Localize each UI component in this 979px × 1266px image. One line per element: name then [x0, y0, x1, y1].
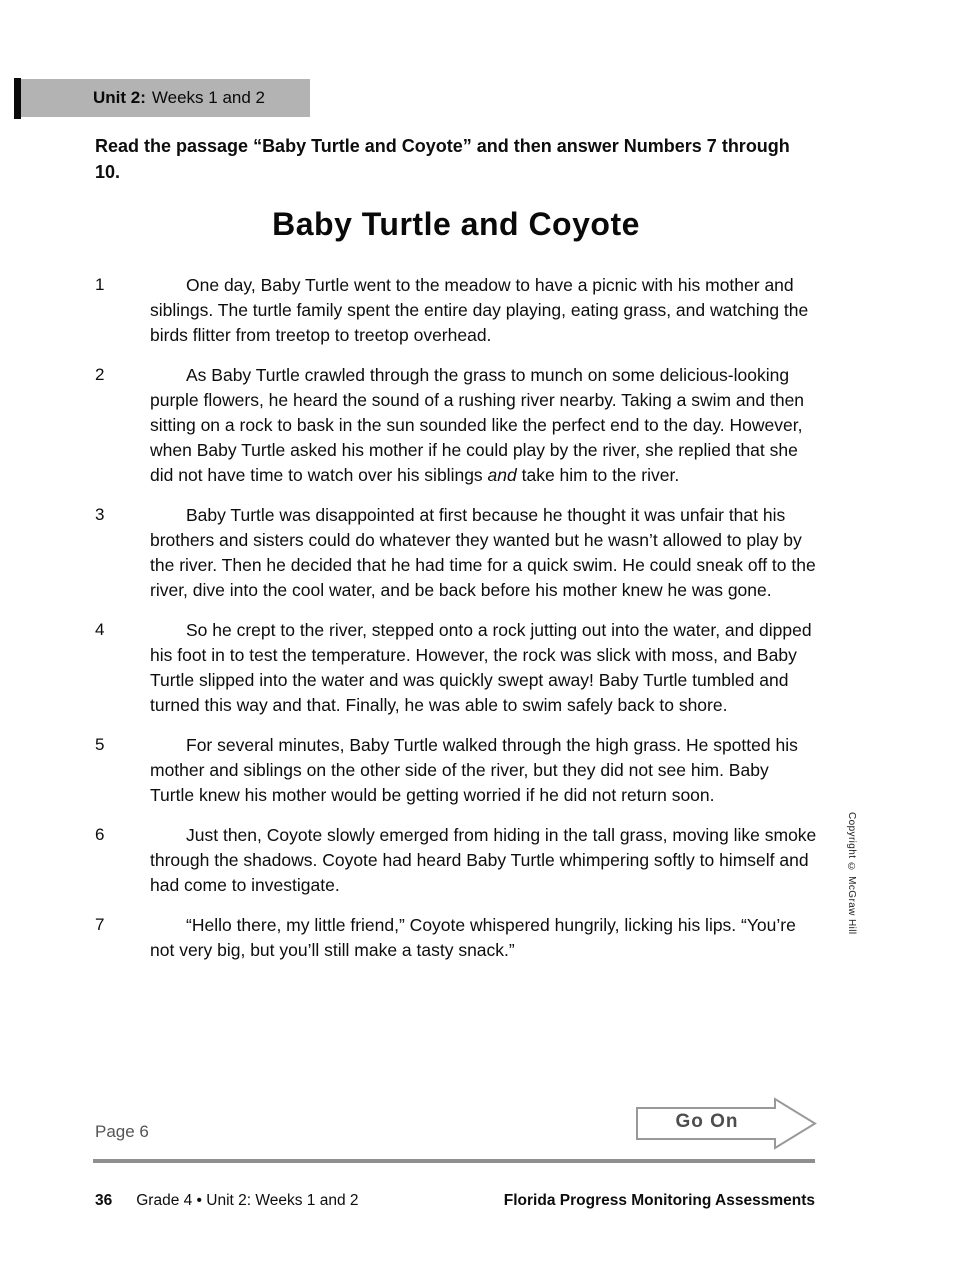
paragraph-text: Baby Turtle was disappointed at first because he thought it was unfair that his brothers and sisters could do whatever they wanted but he wasn’t allowed to play by the river. Then he decided that he had time for a quick swim. He could sneak off to the river, dive into the cool water, and be back before his mother knew he was gone.	[150, 505, 816, 600]
paragraph-text: “Hello there, my little friend,” Coyote whispered hungrily, licking his lips. “You’re not very big, but you’ll still make a tasty snack.”	[150, 915, 796, 960]
page-edge-marker	[14, 78, 21, 119]
passage-paragraph	[95, 363, 817, 488]
unit-label: Unit 2:	[93, 88, 146, 107]
paragraph-number: 3	[95, 505, 105, 524]
passage-paragraph	[95, 733, 817, 808]
copyright-sidebar: Copyright © McGraw Hill	[846, 812, 857, 935]
passage-title: Baby Turtle and Coyote	[272, 206, 640, 242]
paragraph-text: For several minutes, Baby Turtle walked through the high grass. He spotted his mother and siblings on the other side of the river, but they did not see him. Baby Turtle knew his mother would be getting worried if he did not return soon.	[150, 735, 798, 805]
passage-paragraph	[95, 823, 817, 898]
unit-weeks-label: Weeks 1 and 2	[151, 88, 265, 107]
footer-assessment-title: Florida Progress Monitoring Assessments	[503, 1192, 815, 1209]
footer-page-number: 36	[95, 1192, 113, 1209]
passage-paragraph	[95, 913, 817, 963]
paragraph-text: So he crept to the river, stepped onto a rock jutting out into the water, and dipped his foot in to test the temperature. However, the rock was slick with moss, and Baby Turtle slipped into the water and was quickly swept away! Baby Turtle tumbled and turned this way and that. Finally, he was able to swim safely back to shore.	[150, 620, 812, 715]
passage-paragraph	[95, 503, 817, 603]
paragraph-number: 4	[95, 620, 105, 639]
paragraph-number: 2	[95, 365, 105, 384]
passage-paragraphs	[95, 273, 817, 978]
go-on-arrow	[636, 1097, 817, 1150]
paragraph-text: As Baby Turtle crawled through the grass to munch on some delicious-looking purple flowers, he heard the sound of a rushing river nearby. Taking a swim and then sitting on a rock to bask in the sun sounded like the perfect end to the day. However, when Baby Turtle asked his mother if he could play by the river, she replied that she did not have time to watch over his siblings and take him to the river.	[150, 365, 805, 485]
unit-banner	[21, 79, 310, 117]
paragraph-text: One day, Baby Turtle went to the meadow to have a picnic with his mother and siblings. The turtle family spent the entire day playing, eating grass, and watching the birds flitter from treetop to treetop overhead.	[150, 275, 809, 345]
footer	[95, 1192, 815, 1210]
paragraph-number: 1	[95, 275, 105, 294]
passage-directions: Read the passage “Baby Turtle and Coyote” and then answer Numbers 7 through 10.	[95, 136, 790, 182]
footer-grade-info: Grade 4 • Unit 2: Weeks 1 and 2	[136, 1192, 359, 1209]
paragraph-text: Just then, Coyote slowly emerged from hiding in the tall grass, moving like smoke through the shadows. Coyote had heard Baby Turtle whimpering softly to himself and had come to investigate.	[150, 825, 817, 895]
paragraph-number: 7	[95, 915, 105, 934]
go-on-label: Go On	[675, 1111, 739, 1132]
footer-divider	[93, 1159, 815, 1163]
passage-paragraph	[95, 273, 817, 348]
page-label: Page 6	[95, 1122, 149, 1141]
paragraph-number: 5	[95, 735, 105, 754]
passage-paragraph	[95, 618, 817, 718]
paragraph-number: 6	[95, 825, 105, 844]
